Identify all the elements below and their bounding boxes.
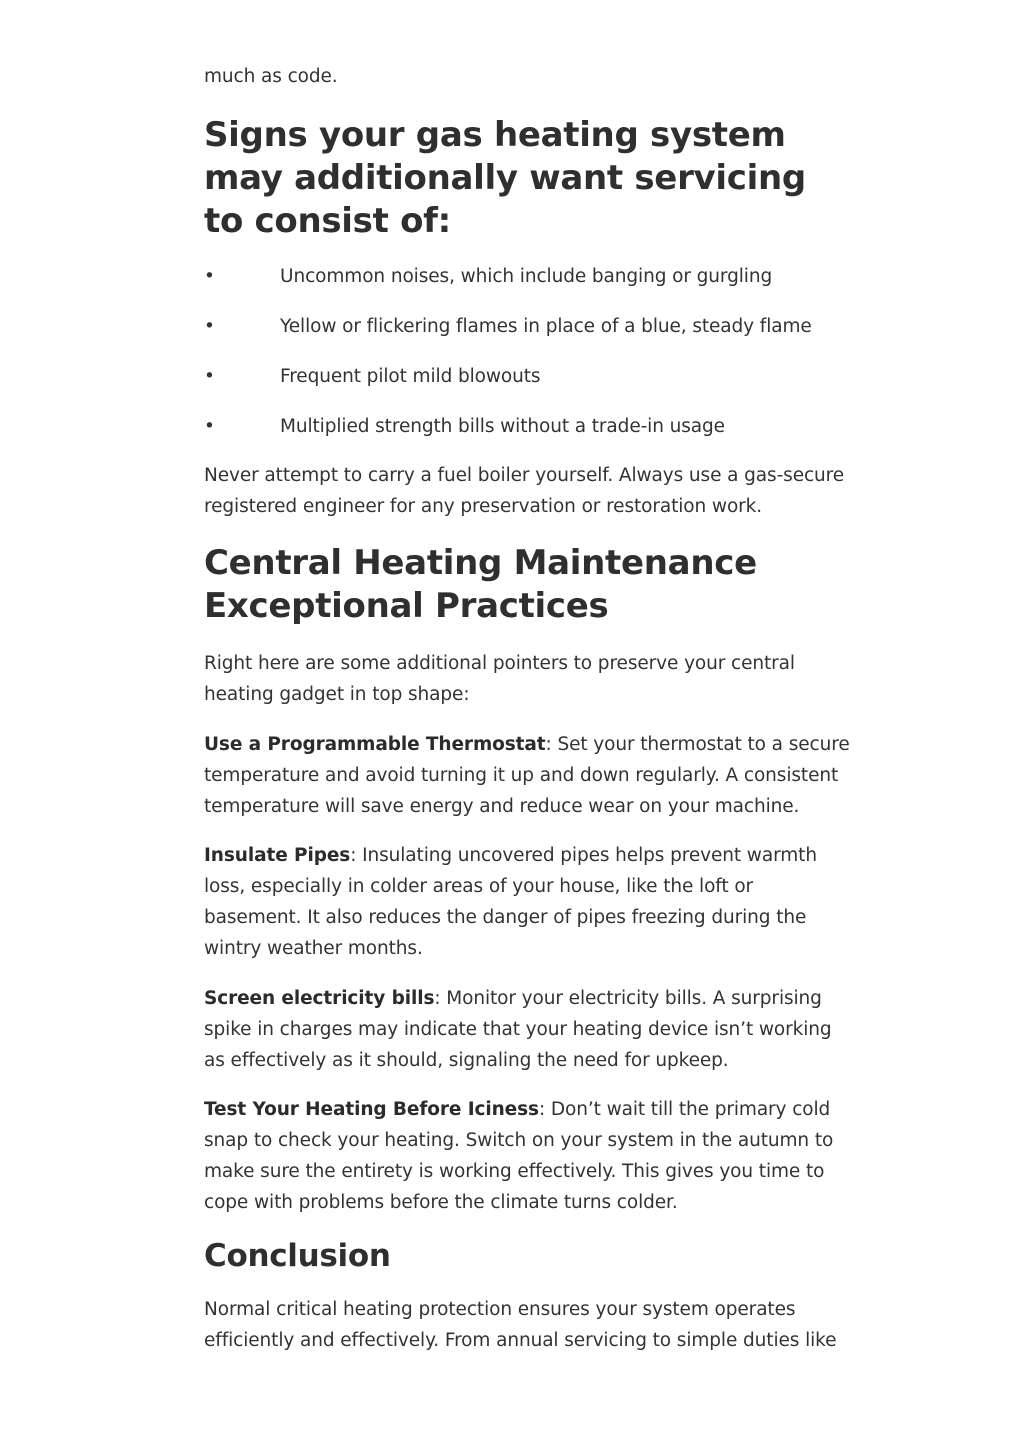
list-item-text: Multiplied strength bills without a trade-in usage: [280, 416, 725, 437]
list-item-text: Yellow or flickering flames in place of a blue, steady flame: [280, 316, 812, 337]
practices-intro: Right here are some additional pointers to preserve your central heating gadget in top shape:: [204, 653, 795, 705]
bullet-marker: •: [204, 416, 215, 437]
tip-text: : Insulating uncovered pipes helps prevent warmth loss, especially in colder areas of your house, like the loft or basement. It also reduces the danger of pipes freezing during the wintry weather months.: [204, 845, 817, 959]
list-item: [204, 261, 852, 292]
tip-paragraph: [204, 1094, 834, 1218]
signs-heading: Signs your gas heating system may additionally want servicing to consist of:: [204, 115, 806, 241]
bullet-marker: •: [204, 366, 215, 387]
tip-paragraph: [204, 983, 852, 1076]
tip-title: Test Your Heating Before Iciness: [204, 1099, 539, 1120]
list-item: [204, 311, 852, 342]
tip-title: Insulate Pipes: [204, 845, 351, 866]
list-item: [204, 411, 852, 442]
bullet-marker: •: [204, 266, 215, 287]
conclusion-heading: Conclusion: [204, 1238, 391, 1274]
list-item: [204, 361, 852, 392]
list-item-text: Frequent pilot mild blowouts: [280, 366, 541, 387]
tip-text: : Set your thermostat to a secure temperature and avoid turning it up and down regularly. A consistent temperature will save energy and reduce wear on your machine.: [204, 734, 850, 817]
tip-paragraph: [204, 840, 852, 964]
tip-text: : Monitor your electricity bills. A surprising spike in charges may indicate that your heating device isn’t working as effectively as it should, signaling the need for upkeep.: [204, 988, 832, 1071]
bullet-marker: •: [204, 316, 215, 337]
conclusion-paragraph: Normal critical heating protection ensures your system operates efficiently and effectively. From annual servicing to simple duties like: [204, 1299, 837, 1351]
tip-text: : Don’t wait till the primary cold snap to check your heating. Switch on your system in the autumn to make sure the entirety is working effectively. This gives you time to cope with problems before the climate turns colder.: [204, 1099, 834, 1213]
tip-title: Screen electricity bills: [204, 988, 435, 1009]
warning-paragraph: Never attempt to carry a fuel boiler yourself. Always use a gas-secure registered engineer for any preservation or restoration work.: [204, 465, 845, 517]
intro-fragment: much as code.: [204, 66, 338, 87]
list-item-text: Uncommon noises, which include banging or gurgling: [280, 266, 773, 287]
tip-title: Use a Programmable Thermostat: [204, 734, 546, 755]
practices-heading: Central Heating Maintenance Exceptional Practices: [204, 543, 757, 626]
tip-paragraph: [204, 729, 852, 822]
